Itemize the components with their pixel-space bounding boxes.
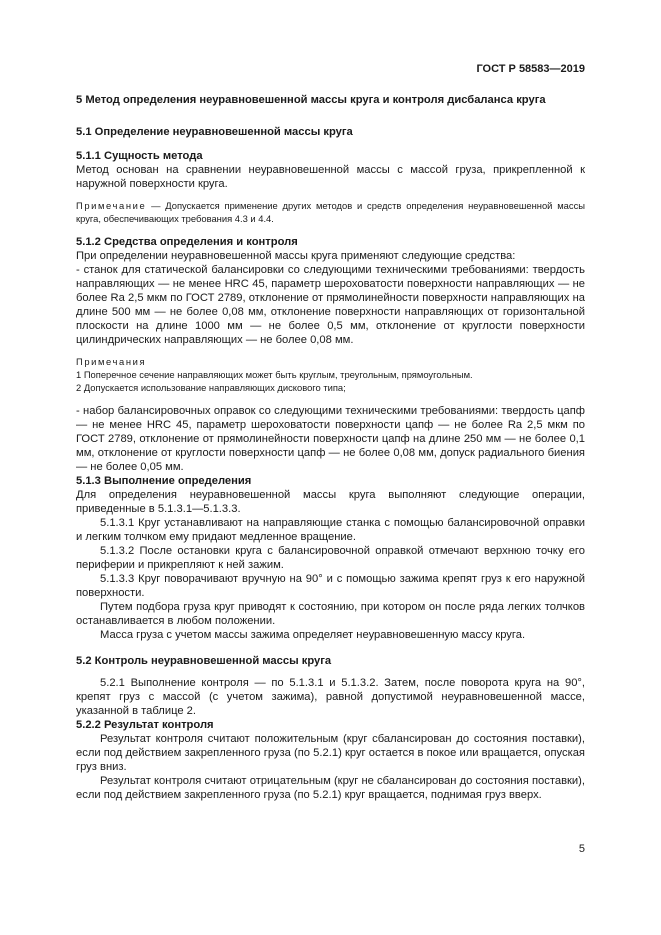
section-5-1-3-1: 5.1.3.1 Круг устанавливают на направляющие станка с помощью балансировочной оправки и легким толчком ему придают медленное вращение.	[76, 517, 585, 543]
section-5-1-2-p1: При определении неуравновешенной массы круга применяют следующие средства:	[76, 250, 516, 262]
section-5-2-title: 5.2 Контроль неуравновешенной массы круга	[76, 655, 332, 667]
section-5-2-2-title: 5.2.2 Результат контроля	[76, 719, 214, 731]
note-2: 2 Допускается использование направляющих дискового типа;	[76, 382, 346, 393]
section-5-1-3-p5: Путем подбора груза круг приводят к состоянию, при котором он после ряда легких толчков останавливается в любом положении.	[76, 601, 585, 627]
section-5-2-2-p2: Результат контроля считают отрицательным (круг не сбалансирован до состояния поставки), если под действием закрепленного груза (по 5.2.1) круг вращается, поднимая груз вверх.	[76, 775, 585, 801]
section-5-1-3-2: 5.1.3.2 После остановки круга с балансировочной оправкой отмечают верхнюю точку его периферии и прикрепляют к ней зажим.	[76, 545, 585, 571]
page-content	[76, 93, 585, 802]
note-5-1-1	[76, 199, 585, 225]
section-5-1-3-3: 5.1.3.3 Круг поворачивают вручную на 90° и с помощью зажима крепят груз к его наружной поверхности.	[76, 573, 585, 599]
section-5-1-3-p1: Для определения неуравновешенной массы круга выполняют следующие операции, приведенные в 5.1.3.1—5.1.3.3.	[76, 489, 585, 515]
section-5-1-3-title: 5.1.3 Выполнение определения	[76, 475, 252, 487]
notes-label: Примечания	[76, 356, 147, 367]
page-number: 5	[578, 843, 585, 855]
section-5-1-title: 5.1 Определение неуравновешенной массы круга	[76, 126, 353, 138]
section-5-2-2-p1: Результат контроля считают положительным (круг сбалансирован до состояния поставки), если под действием закрепленного груза (по 5.2.1) круг остается в покое или вращается, опуская груз вниз.	[76, 733, 585, 773]
section-5-1-3-p6: Масса груза с учетом массы зажима определяет неуравновешенную массу круга.	[100, 629, 526, 641]
note-label: Примечание	[76, 200, 147, 211]
section-5-2-1: 5.2.1 Выполнение контроля — по 5.1.3.1 и 5.1.3.2. Затем, после поворота круга на 90°, крепят груз с массой (с учетом зажима), равной допустимой неуравновешенной массе, указанной в таблице 2.	[76, 677, 585, 717]
section-5-1-1-title: 5.1.1 Сущность метода	[76, 150, 203, 162]
standard-header: ГОСТ Р 58583—2019	[476, 63, 585, 75]
section-5-1-2-p2: - станок для статической балансировки со следующими техническими требованиями: твердость направляющих — не менее HRC 45, параметр шероховатости поверхности направляющих — не более Ra 2,5 мкм по ГОСТ 2789, отклонение от прямолинейности поверхности направляющих на длине 500 мм — не более 0,08 мм, отклонение поверхности направляющих от горизонтальной плоскости на длине 1000 мм — не более 0,5 мм, отклонение от круглости поверхности цилиндрических направляющих — не более 0,08 мм.	[76, 264, 585, 346]
note-text: — Допускается применение других методов и средств определения неуравновешенной массы круга, обеспечивающих требования 4.3 и 4.4.	[76, 200, 585, 224]
section-5-1-2-title: 5.1.2 Средства определения и контроля	[76, 236, 298, 248]
note-1: 1 Поперечное сечение направляющих может быть круглым, треугольным, прямоугольным.	[76, 369, 473, 380]
section-5-1-1-text: Метод основан на сравнении неуравновешенной массы с массой груза, прикрепленной к наружной поверхности круга.	[76, 164, 585, 190]
section-5-1-2-p3: - набор балансировочных оправок со следующими техническими требованиями: твердость цапф — не менее HRC 45, параметр шероховатости поверхности цапф — не более Ra 2,5 мкм по ГОСТ 2789, отклонение от прямолинейности поверхности цапф на длине 250 мм — не более 0,1 мм, отклонение от круглости поверхности цапф — не более 0,08 мм, допуск радиального биения — не более 0,05 мм.	[76, 405, 585, 473]
section-5-title: 5 Метод определения неуравновешенной массы круга и контроля дисбаланса круга	[76, 94, 546, 106]
